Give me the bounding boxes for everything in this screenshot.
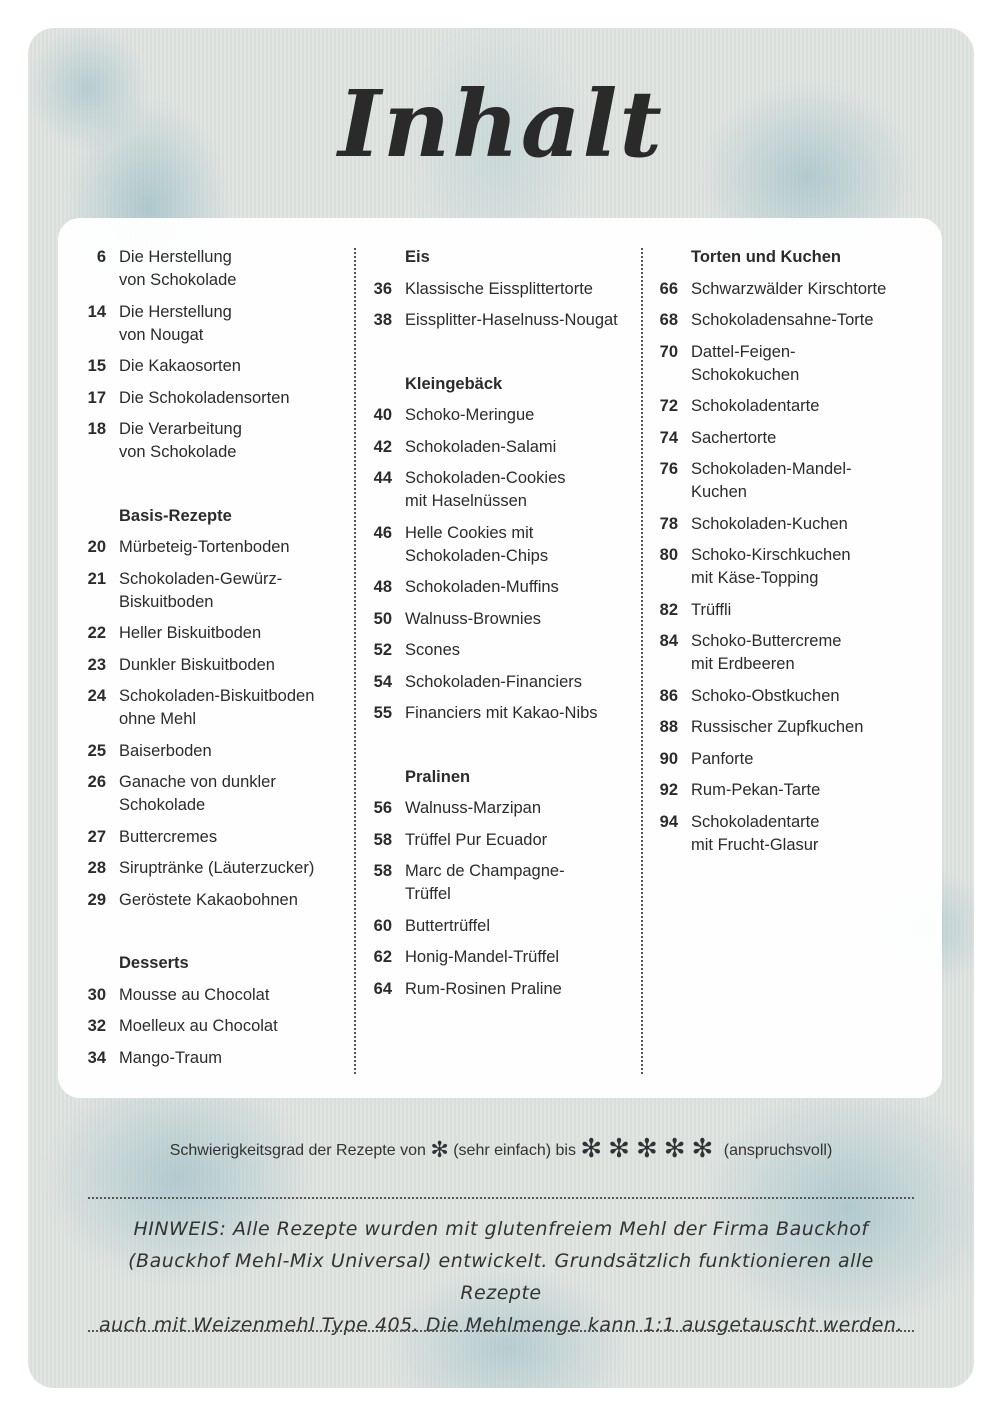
toc-entry[interactable] xyxy=(80,1047,348,1070)
page-number: 76 xyxy=(659,460,678,478)
dotted-divider-bottom xyxy=(88,1330,914,1332)
entry-title-line: Schokoladentarte xyxy=(691,397,820,415)
toc-entry[interactable] xyxy=(652,513,922,536)
toc-entry[interactable] xyxy=(366,829,634,852)
toc-column-3 xyxy=(652,246,922,865)
entry-title xyxy=(392,797,541,820)
entry-title-line: Schokoladen-Kuchen xyxy=(691,514,848,533)
toc-entry[interactable] xyxy=(366,404,634,427)
entry-title xyxy=(106,355,241,378)
entry-title-line: mit Käse-Topping xyxy=(691,569,819,587)
entry-title-line: Buttertrüffel xyxy=(405,916,490,935)
page-number: 84 xyxy=(659,632,678,650)
note-line: auch mit Weizenmehl Type 405. Die Mehlmenge kann 1:1 ausgetauscht werden. xyxy=(98,1314,903,1336)
toc-entry[interactable] xyxy=(652,630,922,676)
toc-entry[interactable] xyxy=(80,536,348,559)
entry-title xyxy=(106,301,232,347)
entry-title-line: Schokoladen-Cookies xyxy=(405,469,566,487)
entry-title-line: Die Verarbeitung xyxy=(119,420,242,438)
page-number: 32 xyxy=(87,1017,106,1035)
page-number: 34 xyxy=(87,1048,106,1067)
entry-title-line: Die Herstellung xyxy=(119,248,232,266)
toc-entry[interactable] xyxy=(366,467,634,513)
toc-entry[interactable] xyxy=(366,860,634,906)
entry-title xyxy=(392,702,598,725)
entry-title-line: Schokoladen-Muffins xyxy=(405,578,559,596)
note-line: (Bauckhof Mehl-Mix Universal) entwickelt. Grundsätzlich funktionieren alle Rezepte xyxy=(128,1250,874,1304)
section-gap xyxy=(80,920,348,952)
entry-title-line: Schokoladensahne-Torte xyxy=(691,311,874,329)
entry-title xyxy=(392,309,618,332)
entry-title-line: Schokoladen-Chips xyxy=(405,546,549,565)
page-number: 24 xyxy=(87,687,106,705)
toc-column-2 xyxy=(366,246,634,1009)
entry-title xyxy=(392,978,562,1001)
entry-title xyxy=(678,278,886,301)
entry-title xyxy=(392,608,541,631)
toc-entry[interactable] xyxy=(366,436,634,459)
page-number: 72 xyxy=(659,397,678,415)
toc-entry[interactable] xyxy=(80,387,348,410)
section-heading: Eis xyxy=(405,248,430,266)
page-number: 36 xyxy=(373,279,392,298)
entry-title xyxy=(678,748,753,771)
page-number: 21 xyxy=(87,569,106,588)
page-number: 14 xyxy=(87,302,106,321)
toc-entry[interactable] xyxy=(366,915,634,938)
page-number: 40 xyxy=(373,406,392,424)
difficulty-hard-label: (anspruchsvoll) xyxy=(723,1142,833,1159)
page-number: 44 xyxy=(373,469,392,487)
entry-title xyxy=(678,716,863,739)
toc-entry[interactable] xyxy=(652,309,922,332)
page-number: 58 xyxy=(373,830,392,849)
entry-title-line: mit Erdbeeren xyxy=(691,655,795,673)
entry-title-line: Sachertorte xyxy=(691,428,777,447)
entry-title xyxy=(392,576,559,599)
difficulty-prefix: Schwierigkeitsgrad der Rezepte von xyxy=(169,1142,426,1159)
entry-title xyxy=(106,622,261,645)
toc-entry[interactable] xyxy=(80,1015,348,1038)
toc-entry[interactable] xyxy=(652,716,922,739)
toc-entry[interactable] xyxy=(652,748,922,771)
entry-title-line: Die Herstellung xyxy=(119,302,232,321)
entry-title-line: Schoko-Meringue xyxy=(405,406,535,424)
entry-title xyxy=(678,427,776,450)
entry-title-line: Heller Biskuitboden xyxy=(119,624,262,642)
entry-title xyxy=(392,915,490,938)
toc-entry[interactable] xyxy=(366,608,634,631)
toc-entry[interactable] xyxy=(80,301,348,347)
page-number: 78 xyxy=(659,514,678,533)
page-number: 66 xyxy=(659,279,678,298)
entry-title xyxy=(106,826,217,849)
entry-title xyxy=(106,536,290,559)
toc-entry[interactable] xyxy=(80,740,348,763)
entry-title-line: Walnuss-Brownies xyxy=(405,609,542,628)
page-number: 55 xyxy=(373,704,392,722)
entry-title xyxy=(392,522,548,568)
toc-entry[interactable] xyxy=(366,576,634,599)
toc-entry[interactable] xyxy=(652,458,922,504)
toc-entry[interactable] xyxy=(80,246,348,292)
entry-title xyxy=(106,740,212,763)
toc-entry[interactable] xyxy=(366,522,634,568)
entry-title-line: Die Schokoladensorten xyxy=(119,388,290,407)
entry-title-line: Klassische Eissplittertorte xyxy=(405,279,593,298)
toc-entry[interactable] xyxy=(80,622,348,645)
toc-entry[interactable] xyxy=(652,341,922,387)
entry-title-line: Honig-Mandel-Trüffel xyxy=(405,948,560,966)
entry-title-line: Moelleux au Chocolat xyxy=(119,1017,278,1035)
entry-title-line: Schokolade xyxy=(119,796,206,814)
entry-title xyxy=(106,654,275,677)
toc-entry[interactable] xyxy=(80,771,348,817)
page-title: Inhalt xyxy=(338,70,664,178)
section-heading: Kleingebäck xyxy=(405,374,503,393)
page-number: 94 xyxy=(659,812,678,831)
entry-title-line: Trüffel xyxy=(405,885,451,903)
column-divider xyxy=(354,248,356,1074)
entry-title xyxy=(392,639,460,662)
entry-title-line: Schoko-Obstkuchen xyxy=(691,686,840,705)
entry-title-line: Schoko-Kirschkuchen xyxy=(691,546,851,564)
entry-title-line: Panforte xyxy=(691,749,754,768)
toc-entry[interactable] xyxy=(652,811,922,857)
entry-title xyxy=(392,404,534,427)
page-number: 70 xyxy=(659,342,678,361)
entry-title-line: Baiserboden xyxy=(119,741,212,760)
entry-title-line: Schokokuchen xyxy=(691,365,800,384)
entry-title-line: Schokoladen-Financiers xyxy=(405,672,583,691)
entry-title xyxy=(106,1047,222,1070)
toc-entry[interactable] xyxy=(652,685,922,708)
entry-title-line: ohne Mehl xyxy=(119,710,197,728)
page-number: 90 xyxy=(659,749,678,768)
entry-title xyxy=(392,946,559,969)
entry-title xyxy=(392,829,547,852)
toc-entry[interactable] xyxy=(652,544,922,590)
section-gap xyxy=(366,734,634,766)
star-icon: ✻ xyxy=(430,1137,449,1162)
page-number: 23 xyxy=(87,655,106,674)
entry-title xyxy=(106,387,290,410)
entry-title-line: Ganache von dunkler xyxy=(119,773,276,791)
entry-title-line: Kuchen xyxy=(691,483,747,501)
toc-entry[interactable] xyxy=(652,427,922,450)
entry-title-line: Eissplitter-Haselnuss-Nougat xyxy=(405,311,618,329)
entry-title-line: Rum-Pekan-Tarte xyxy=(691,781,821,799)
page-number: 38 xyxy=(373,311,392,329)
dotted-divider-top xyxy=(88,1197,914,1199)
entry-title-line: Financiers mit Kakao-Nibs xyxy=(405,704,598,722)
column-divider xyxy=(641,248,643,1074)
entry-title xyxy=(678,685,840,708)
entry-title-line: mit Frucht-Glasur xyxy=(691,835,819,854)
difficulty-legend xyxy=(0,1133,1002,1164)
entry-title xyxy=(392,436,556,459)
page-number: 26 xyxy=(87,773,106,791)
entry-title xyxy=(678,544,851,590)
entry-title xyxy=(106,771,276,817)
page-number: 54 xyxy=(373,672,392,691)
section-heading: Torten und Kuchen xyxy=(691,248,842,266)
page-number: 92 xyxy=(659,781,678,799)
page-number: 27 xyxy=(87,827,106,846)
entry-title-line: Siruptränke (Läuterzucker) xyxy=(119,859,315,877)
entry-title-line: Helle Cookies mit xyxy=(405,523,534,542)
page-number: 86 xyxy=(659,686,678,705)
page-number: 88 xyxy=(659,718,678,736)
entry-title xyxy=(678,811,819,857)
entry-title-line: Schokoladen-Gewürz- xyxy=(119,569,283,588)
entry-title-line: von Nougat xyxy=(119,325,204,344)
toc-entry[interactable] xyxy=(366,639,634,662)
page-number: 18 xyxy=(87,420,106,438)
entry-title xyxy=(106,246,236,292)
five-stars-icon: ✻✻✻✻✻ xyxy=(580,1133,720,1163)
toc-entry[interactable] xyxy=(80,654,348,677)
toc-entry[interactable] xyxy=(80,889,348,912)
entry-title-line: Schokoladen-Mandel- xyxy=(691,460,852,478)
page-number: 80 xyxy=(659,546,678,564)
entry-title-line: Mango-Traum xyxy=(119,1048,223,1067)
entry-title-line: Walnuss-Marzipan xyxy=(405,799,542,817)
entry-title xyxy=(678,630,841,676)
entry-title-line: Schwarzwälder Kirschtorte xyxy=(691,279,887,298)
page-number: 30 xyxy=(87,985,106,1004)
section-heading: Basis-Rezepte xyxy=(119,506,232,525)
page-number: 22 xyxy=(87,624,106,642)
entry-title-line: mit Haselnüssen xyxy=(405,492,527,510)
section-heading: Pralinen xyxy=(405,767,471,786)
page-number: 42 xyxy=(373,437,392,456)
entry-title-line: Dunkler Biskuitboden xyxy=(119,655,275,674)
toc-panel xyxy=(58,218,942,1098)
toc-entry[interactable] xyxy=(80,984,348,1007)
entry-title xyxy=(106,984,269,1007)
entry-title-line: Dattel-Feigen- xyxy=(691,342,796,361)
entry-title xyxy=(106,889,298,912)
entry-title-line: Schokoladen-Salami xyxy=(405,437,557,456)
entry-title xyxy=(678,395,819,418)
entry-title-line: Schokoladen-Biskuitboden xyxy=(119,687,315,705)
entry-title xyxy=(392,467,566,513)
entry-title-line: Schoko-Buttercreme xyxy=(691,632,842,650)
entry-title-line: Biskuitboden xyxy=(119,592,214,611)
toc-entry[interactable] xyxy=(80,685,348,731)
page-number: 48 xyxy=(373,578,392,596)
entry-title xyxy=(392,278,593,301)
page-number: 50 xyxy=(373,609,392,628)
entry-title-line: Buttercremes xyxy=(119,827,218,846)
page-number: 58 xyxy=(373,862,392,880)
entry-title xyxy=(678,779,820,802)
section-gap xyxy=(80,473,348,505)
entry-title-line: Die Kakaosorten xyxy=(119,357,241,375)
toc-entry[interactable] xyxy=(366,702,634,725)
toc-entry[interactable] xyxy=(80,418,348,464)
page-number: 28 xyxy=(87,859,106,877)
note-line: HINWEIS: Alle Rezepte wurden mit glutenfreiem Mehl der Firma Bauckhof xyxy=(133,1218,869,1240)
entry-title-line: von Schokolade xyxy=(119,443,237,461)
entry-title xyxy=(678,341,799,387)
page-number: 6 xyxy=(96,248,106,266)
entry-title xyxy=(106,1015,278,1038)
toc-entry[interactable] xyxy=(80,355,348,378)
toc-entry[interactable] xyxy=(652,599,922,622)
entry-title-line: Trüffli xyxy=(691,600,732,619)
page-number: 60 xyxy=(373,916,392,935)
toc-column-1 xyxy=(80,246,348,1078)
page-number: 17 xyxy=(87,388,106,407)
toc-entry[interactable] xyxy=(366,946,634,969)
toc-entry[interactable] xyxy=(366,978,634,1001)
section-gap xyxy=(366,341,634,373)
toc-entry[interactable] xyxy=(80,826,348,849)
entry-title-line: Marc de Champagne- xyxy=(405,862,565,880)
toc-entry[interactable] xyxy=(366,309,634,332)
toc-entry[interactable] xyxy=(80,857,348,880)
toc-entry[interactable] xyxy=(652,278,922,301)
entry-title-line: Mürbeteig-Tortenboden xyxy=(119,538,290,556)
page-number: 29 xyxy=(87,890,106,909)
entry-title-line: Schokoladentarte xyxy=(691,812,820,831)
entry-title-line: von Schokolade xyxy=(119,271,237,289)
entry-title-line: Geröstete Kakaobohnen xyxy=(119,890,298,909)
entry-title-line: Rum-Rosinen Praline xyxy=(405,979,562,998)
page-number: 20 xyxy=(87,538,106,556)
page-number: 82 xyxy=(659,600,678,619)
page-number: 68 xyxy=(659,311,678,329)
page-number: 52 xyxy=(373,641,392,659)
section-heading: Desserts xyxy=(119,954,189,972)
entry-title xyxy=(392,671,582,694)
toc-entry[interactable] xyxy=(80,568,348,614)
entry-title xyxy=(106,418,242,464)
entry-title-line: Trüffel Pur Ecuador xyxy=(405,830,548,849)
toc-entry[interactable] xyxy=(366,797,634,820)
toc-entry[interactable] xyxy=(366,278,634,301)
entry-title xyxy=(678,458,852,504)
entry-title xyxy=(106,568,282,614)
entry-title xyxy=(106,685,314,731)
entry-title xyxy=(106,857,314,880)
entry-title xyxy=(678,599,731,622)
entry-title xyxy=(678,309,874,332)
entry-title-line: Scones xyxy=(405,641,461,659)
page-number: 15 xyxy=(87,357,106,375)
difficulty-easy-label: (sehr einfach) bis xyxy=(453,1142,576,1159)
entry-title xyxy=(678,513,848,536)
entry-title-line: Russischer Zupfkuchen xyxy=(691,718,864,736)
toc-entry[interactable] xyxy=(652,395,922,418)
page-number: 74 xyxy=(659,428,678,447)
entry-title-line: Mousse au Chocolat xyxy=(119,985,270,1004)
toc-entry[interactable] xyxy=(366,671,634,694)
entry-title xyxy=(392,860,565,906)
page-number: 64 xyxy=(373,979,392,998)
page-number: 56 xyxy=(373,799,392,817)
page-number: 62 xyxy=(373,948,392,966)
page-number: 46 xyxy=(373,523,392,542)
flour-note xyxy=(95,1213,907,1341)
page-number: 25 xyxy=(87,741,106,760)
toc-entry[interactable] xyxy=(652,779,922,802)
